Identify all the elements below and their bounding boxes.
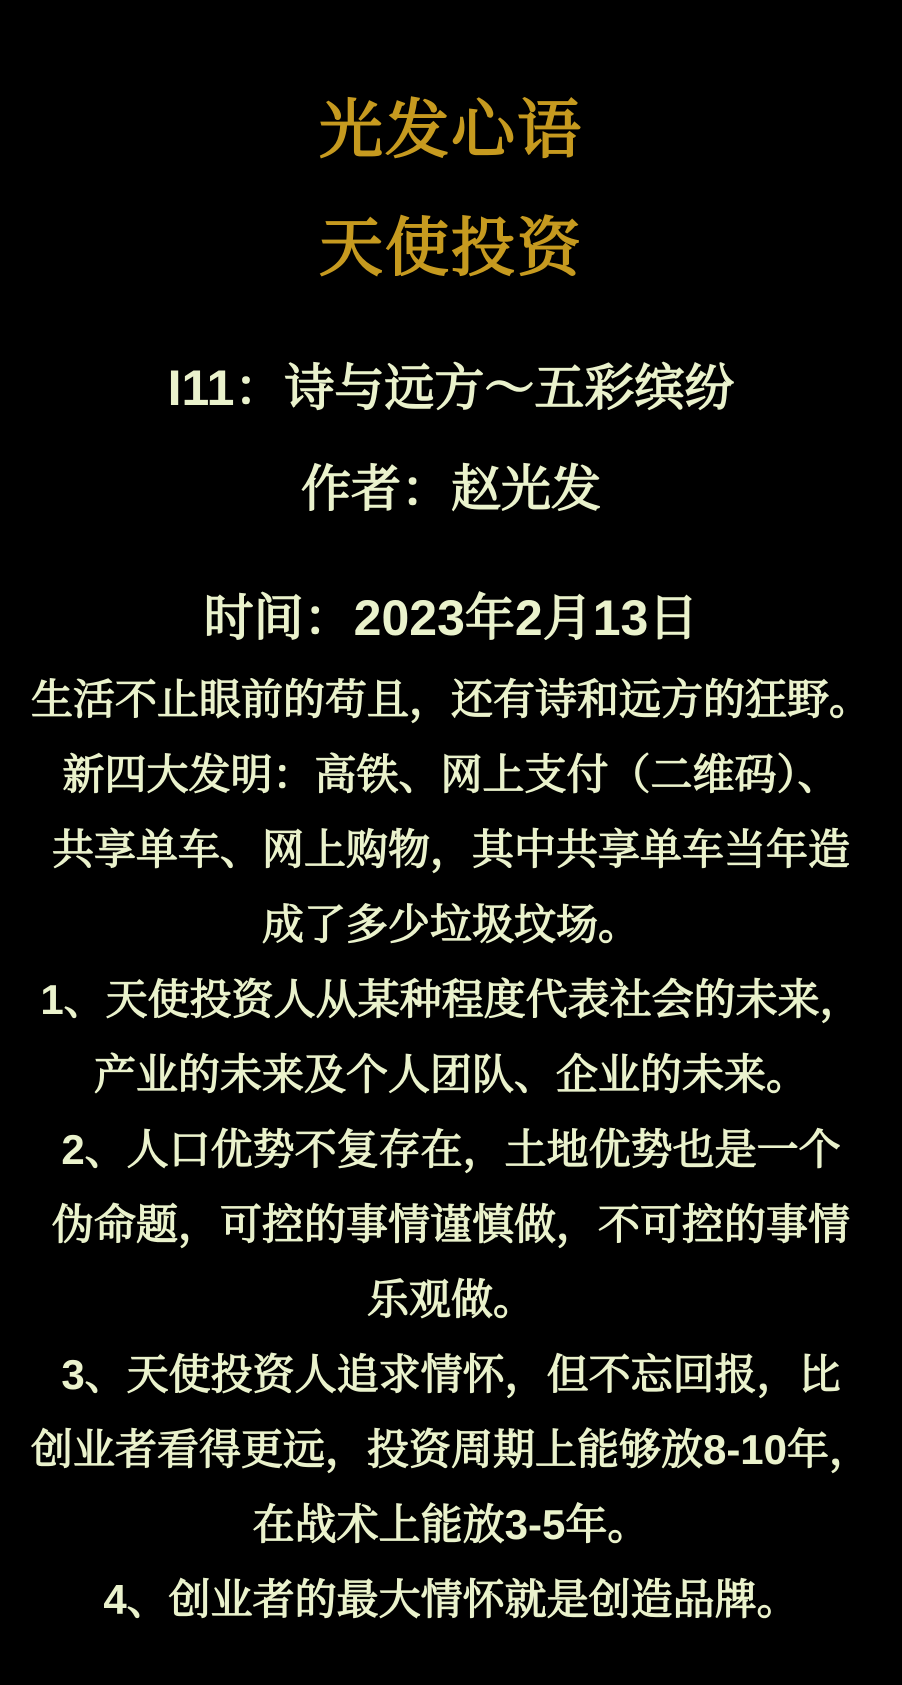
- author-line: 作者：赵光发: [301, 461, 601, 517]
- body-text: [0, 662, 902, 1637]
- brand-title-line1: 光发心语: [319, 94, 583, 166]
- body-text-line: 2、人口优势不复存在，土地优势也是一个: [61, 1126, 841, 1173]
- body-text-line: 共享单车、网上购物，其中共享单车当年造: [51, 826, 850, 873]
- brand-title-line2: 天使投资: [319, 212, 583, 284]
- body-text-line: 在战术上能放3-5年。: [252, 1501, 650, 1548]
- body-text-line: 1、天使投资人从某种程度代表社会的未来，: [40, 976, 862, 1023]
- body-text-line: 成了多少垃圾坟场。: [261, 901, 640, 948]
- topic-title: I11：诗与远方～五彩缤纷: [167, 360, 735, 416]
- body-text-line: 乐观做。: [366, 1276, 535, 1323]
- body-text-line: 产业的未来及个人团队、企业的未来。: [93, 1051, 808, 1098]
- body-text-line: 生活不止眼前的苟且，还有诗和远方的狂野。: [30, 676, 871, 723]
- body-text-line: 新四大发明：高铁、网上支付（二维码）、: [62, 751, 840, 798]
- body-text-line: 创业者看得更远，投资周期上能够放8-10年，: [30, 1426, 872, 1473]
- body-text-line: 3、天使投资人追求情怀，但不忘回报，比: [61, 1351, 841, 1398]
- body-text-line: 4、创业者的最大情怀就是创造品牌。: [103, 1576, 799, 1623]
- date-line: 时间：2023年2月13日: [203, 590, 699, 646]
- body-text-line: 伪命题，可控的事情谨慎做，不可控的事情: [51, 1201, 850, 1248]
